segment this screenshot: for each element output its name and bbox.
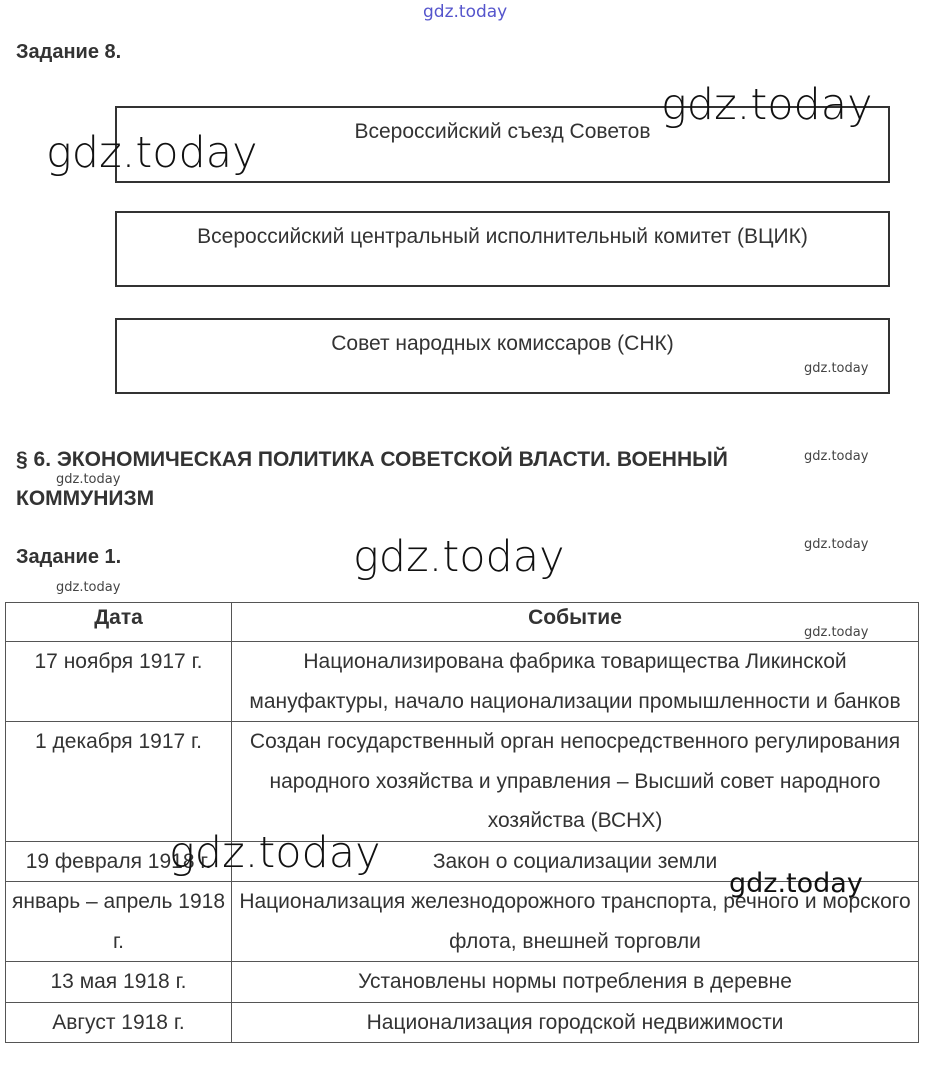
row-date: 17 ноября 1917 г. <box>6 642 232 722</box>
row-event: Создан государственный орган непосредственного регулирования народного хозяйства и управления – Высший совет народного хозяйства (ВСНХ) <box>232 722 919 842</box>
row-event: Закон о социализации земли <box>232 841 919 882</box>
watermark-top: gdz.today <box>423 2 508 22</box>
watermark: gdz.today <box>804 361 869 376</box>
table-row <box>6 722 919 842</box>
org-box-snk-label: Совет народных комиссаров (СНК) <box>331 332 674 355</box>
org-box-snk <box>115 318 890 394</box>
task1-title: Задание 1. <box>16 546 122 568</box>
header-event: Событие <box>232 603 919 642</box>
header-date: Дата <box>6 603 232 642</box>
row-date: 1 декабря 1917 г. <box>6 722 232 842</box>
row-date: Август 1918 г. <box>6 1002 232 1043</box>
org-box-vtsik <box>115 211 890 287</box>
watermark: gdz.today <box>804 449 869 464</box>
row-event: Национализация железнодорожного транспорта, речного и морского флота, внешней торговли <box>232 882 919 962</box>
table-row <box>6 962 919 1003</box>
table-row <box>6 1002 919 1043</box>
watermark: gdz.today <box>804 537 869 552</box>
row-event: Национализирована фабрика товарищества Ликинской мануфактуры, начало национализации промышленности и банков <box>232 642 919 722</box>
table-row <box>6 642 919 722</box>
watermark: gdz.today <box>729 868 863 899</box>
watermark: gdz.today <box>169 828 381 878</box>
task8-title: Задание 8. <box>16 41 122 63</box>
table-header-row <box>6 603 919 642</box>
row-date: январь – апрель 1918 г. <box>6 882 232 962</box>
row-event: Установлены нормы потребления в деревне <box>232 962 919 1003</box>
watermark: gdz.today <box>56 580 121 595</box>
events-table <box>5 602 919 1043</box>
watermark: gdz.today <box>46 128 258 178</box>
watermark: gdz.today <box>353 532 565 582</box>
section-title: § 6. ЭКОНОМИЧЕСКАЯ ПОЛИТИКА СОВЕТСКОЙ ВЛАСТИ. ВОЕННЫЙ КОММУНИЗМ <box>16 448 728 510</box>
org-box-congress-label: Всероссийский съезд Советов <box>354 120 651 143</box>
watermark: gdz.today <box>661 80 873 130</box>
row-date: 13 мая 1918 г. <box>6 962 232 1003</box>
row-date: 19 февраля 1918 г. <box>6 841 232 882</box>
org-box-vtsik-label: Всероссийский центральный исполнительный комитет (ВЦИК) <box>197 225 808 248</box>
watermark: gdz.today <box>56 472 121 487</box>
watermark: gdz.today <box>804 625 869 640</box>
row-event: Национализация городской недвижимости <box>232 1002 919 1043</box>
